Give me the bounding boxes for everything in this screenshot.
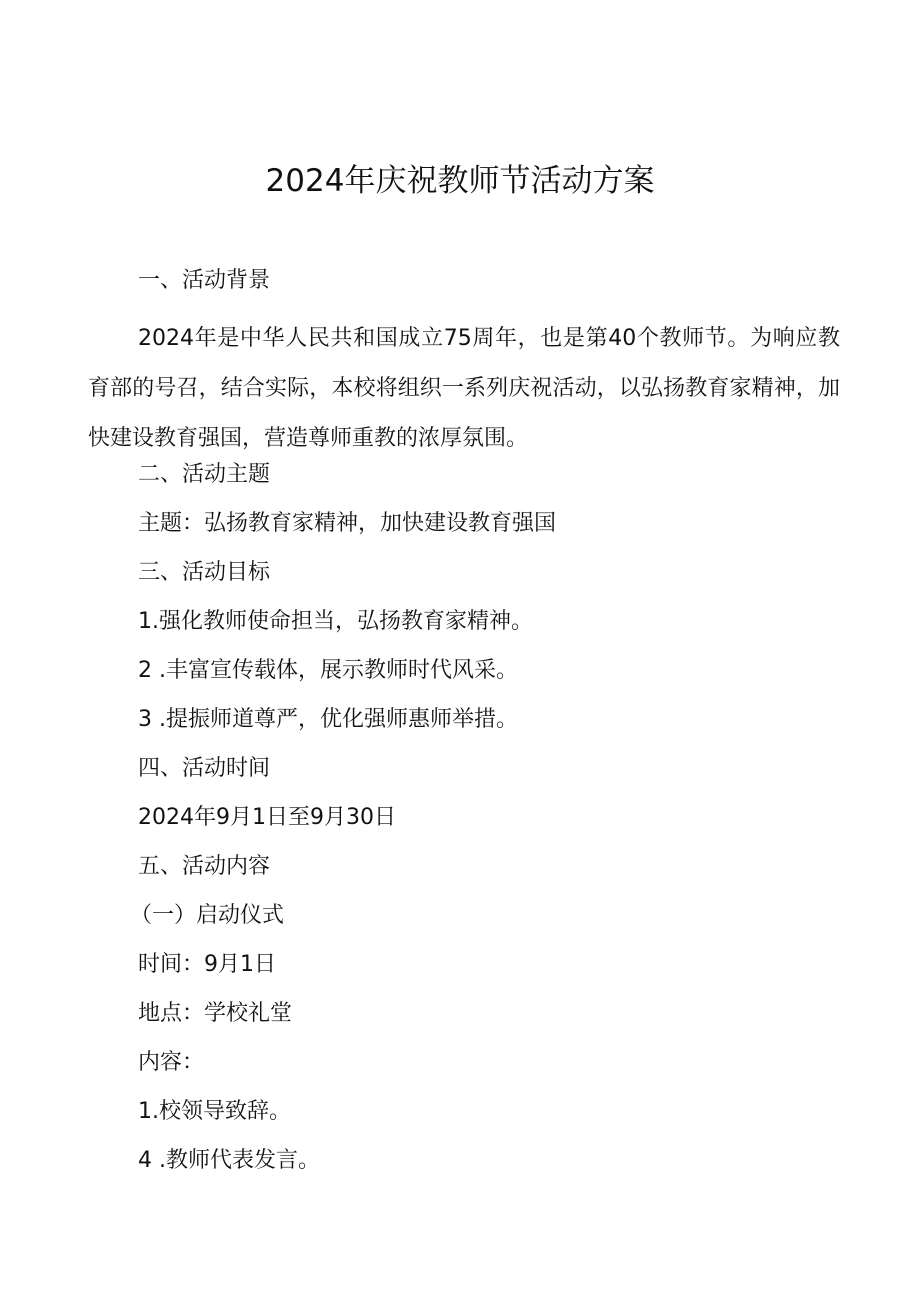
goal-item-1: 1.强化教师使命担当，弘扬教育家精神。: [138, 609, 533, 634]
section-heading-goals: 三、活动目标: [138, 560, 271, 585]
opening-time: 时间：9月1日: [138, 952, 276, 977]
section-heading-theme: 二、活动主题: [138, 462, 271, 487]
subsection-heading-opening: （一）启动仪式: [130, 903, 285, 928]
goal-item-2: 2 .丰富宣传载体，展示教师时代风采。: [138, 658, 518, 683]
content-item-1: 1.校领导致辞。: [138, 1099, 291, 1124]
section-heading-time: 四、活动时间: [138, 756, 271, 781]
content-item-2: 4 .教师代表发言。: [138, 1148, 320, 1173]
document-title: 2024年庆祝教师节活动方案: [265, 163, 655, 199]
section-heading-background: 一、活动背景: [138, 268, 271, 293]
section-heading-content: 五、活动内容: [138, 854, 271, 879]
goal-item-3: 3 .提振师道尊严，优化强师惠师举措。: [138, 707, 518, 732]
time-text: 2024年9月1日至9月30日: [138, 805, 396, 830]
theme-text: 主题：弘扬教育家精神，加快建设教育强国: [138, 511, 557, 536]
opening-content-label: 内容：: [138, 1050, 205, 1075]
opening-place: 地点：学校礼堂: [138, 1001, 293, 1026]
background-paragraph: 2024年是中华人民共和国成立75周年，也是第40个教师节。为响应教育部的号召，结合实际，本校将组织一系列庆祝活动，以弘扬教育家精神，加快建设教育强国，营造尊师重教的浓厚氛围。: [88, 326, 840, 451]
